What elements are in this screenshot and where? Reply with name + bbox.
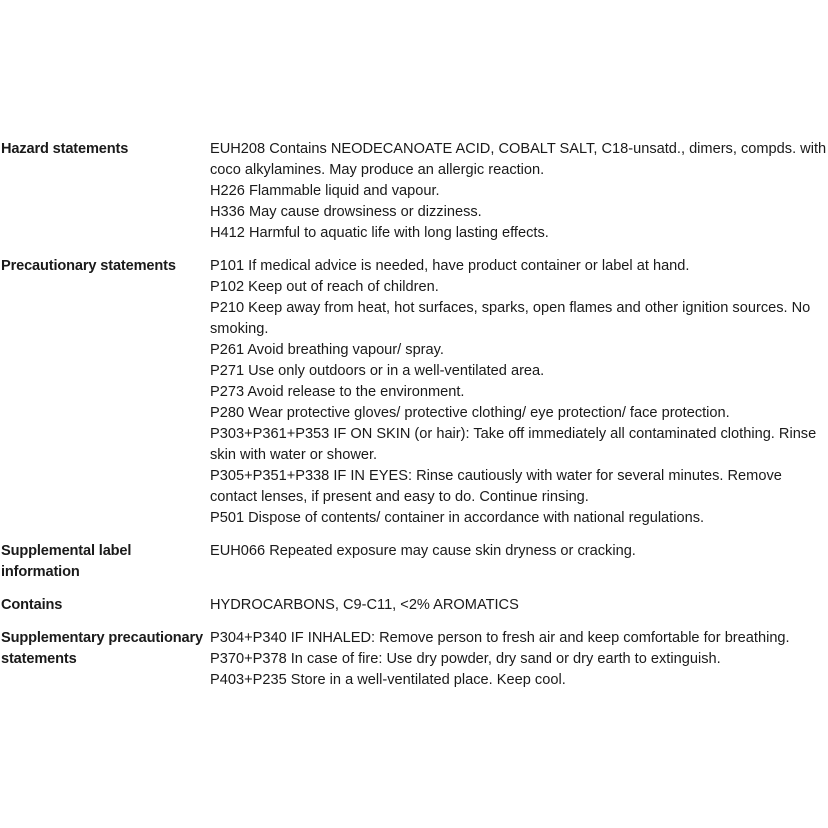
statement-p273: P273 Avoid release to the environment. [210, 384, 465, 400]
statement-p102: P102 Keep out of reach of children. [210, 279, 439, 295]
statement-p210: P210 Keep away from heat, hot surfaces, sparks, open flames and other ignition sources. No smoking. [210, 300, 811, 337]
section-label: Contains [1, 597, 63, 613]
statement-p101: P101 If medical advice is needed, have product container or label at hand. [210, 258, 690, 274]
statement-p304-p340: P304+P340 IF INHALED: Remove person to fresh air and keep comfortable for breathing. [210, 630, 790, 646]
statement-p403-p235: P403+P235 Store in a well-ventilated place. Keep cool. [210, 672, 566, 688]
statement-contains-substance: HYDROCARBONS, C9-C11, <2% AROMATICS [210, 597, 519, 613]
statement-list [210, 139, 828, 244]
statement-h412: H412 Harmful to aquatic life with long lasting effects. [210, 225, 549, 241]
statement-p370-p378: P370+P378 In case of fire: Use dry powder, dry sand or dry earth to extinguish. [210, 651, 721, 667]
section-supplementary-precautionary-statements [1, 628, 828, 691]
statement-list [210, 541, 828, 562]
section-hazard-statements [1, 139, 828, 244]
statement-p261: P261 Avoid breathing vapour/ spray. [210, 342, 444, 358]
section-supplemental-label-information [1, 541, 828, 583]
section-contains [1, 595, 828, 616]
statement-p305-p351-p338: P305+P351+P338 IF IN EYES: Rinse cautiously with water for several minutes. Remove contact lenses, if present and easy to do. Continue rinsing. [210, 468, 782, 505]
label-elements-document [1, 139, 828, 703]
statement-list [210, 628, 828, 691]
statement-list [210, 595, 828, 616]
statement-h336: H336 May cause drowsiness or dizziness. [210, 204, 482, 220]
statement-p271: P271 Use only outdoors or in a well-ventilated area. [210, 363, 545, 379]
statement-euh208: EUH208 Contains NEODECANOATE ACID, COBALT SALT, C18-unsatd., dimers, compds. with coco alkylamines. May produce an allergic reaction. [210, 141, 827, 178]
statement-h226: H226 Flammable liquid and vapour. [210, 183, 440, 199]
section-label: Hazard statements [1, 141, 129, 157]
statement-p303-p361-p353: P303+P361+P353 IF ON SKIN (or hair): Take off immediately all contaminated clothing. Rinse skin with water or shower. [210, 426, 817, 463]
statement-p501: P501 Dispose of contents/ container in accordance with national regulations. [210, 510, 705, 526]
section-label: Precautionary statements [1, 258, 176, 274]
statement-list [210, 256, 828, 529]
statement-p280: P280 Wear protective gloves/ protective clothing/ eye protection/ face protection. [210, 405, 730, 421]
section-precautionary-statements [1, 256, 828, 529]
section-label: Supplemental label information [1, 543, 132, 580]
statement-euh066: EUH066 Repeated exposure may cause skin dryness or cracking. [210, 543, 636, 559]
section-label: Supplementary precautionary statements [1, 630, 203, 667]
